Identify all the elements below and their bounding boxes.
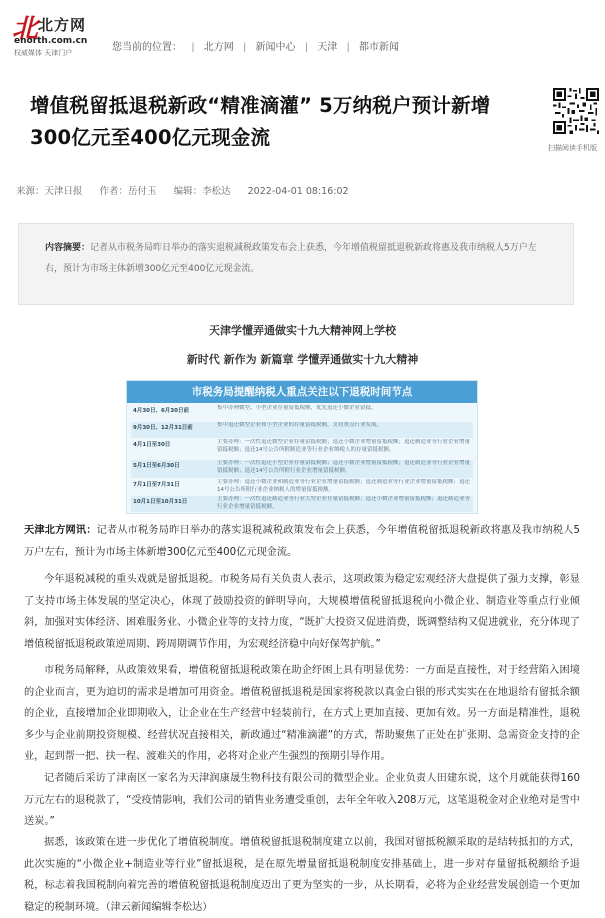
body-paragraph: 市税务局解释，从政策效果看，增值税留抵退税政策在助企纾困上具有明显优势：一方面是直接性，对于经营陷入困境的企业而言，更为迫切的需求是增加可用资金。增值税留抵退税是国家将税款以真金白银的形式实实在在地退给有留抵余额的企业，直接增加企业即期收入，让企业在生产经营中轻装前行，在方式上更加直接、更加有效。另一方面是精准性，退税多少与企业前期投资规模、经营状况直接相关，新政通过“精准滴灌”的方式，帮助聚焦了正处在扩张期、急需资金支持的企业，起到帮一把、扶一程、渡难关的作用，必将对企业产生强烈的预期引导作用。 (24, 665, 580, 762)
tax-deadline-infographic (126, 380, 478, 514)
breadcrumb-prefix: 您当前的位置： (112, 42, 182, 53)
article-datetime: 2022-04-01 08:16:02 (247, 186, 349, 197)
infographic-row-date: 7月1日至7月31日 (133, 482, 180, 488)
infographic-row-desc: 主要办理：一次性退还小型企业存量留抵税额；退还小微企业增量留抵税额；退还制造业等行业企业增量留抵税额；退还14号公告所附行业企业增量留抵税额。 (217, 460, 471, 474)
breadcrumb-separator: | (346, 42, 350, 53)
infographic-row (131, 460, 473, 478)
body-paragraph: 记者随后采访了津南区一家名为天津润康晟生物科技有限公司的微型企业。企业负责人田建东说，这个月就能获得160万元左右的退税款了，“受疫情影响，我们公司的销售业务遭受重创，去年全年收入208万元，这笔退税金对企业绝对是雪中送炭。” (24, 773, 580, 827)
logo-domain: enorth.com.cn (14, 36, 88, 46)
lead-label: 天津北方网讯： (24, 525, 97, 536)
article-meta (16, 183, 363, 197)
body-paragraph: 今年退税减税的重头戏就是留抵退税。市税务局有关负责人表示，这项政策为稳定宏观经济大盘提供了强力支撑，彰显了支持市场主体发展的坚定决心，体现了鼓励投资的鲜明导向，大规模增值税留抵退税向小微企业、制造业等重点行业倾斜，加强对实体经济、困难服务业、小微企业等的支持力度，“既扩大投资又促进消费，既调整结构又促进就业，充分体现了增值税留抵退税政策逆周期、跨周期调节作用，为宏观经济稳中向好保驾护航。” (24, 574, 580, 650)
article-source: 来源：天津日报 (16, 186, 83, 197)
promo-link-study-school[interactable]: 天津学懂弄通做实十九大精神网上学校 (209, 324, 396, 337)
breadcrumb-separator: | (242, 42, 247, 53)
logo-name: 北方网 (38, 16, 87, 34)
article-editor: 编辑：李松达 (173, 186, 231, 197)
infographic-row-date: 4月30日、6月30日前 (133, 408, 189, 414)
infographic-row (131, 479, 473, 495)
infographic-row-date: 4月1日至30日 (133, 442, 171, 448)
article-author: 作者：岳付玉 (99, 186, 157, 197)
infographic-row (131, 439, 473, 459)
infographic-row-date: 5月1日至6月30日 (133, 463, 180, 469)
infographic-row (131, 422, 473, 438)
summary-text: 记者从市税务局昨日举办的落实退税减税政策发布会上获悉，今年增值税留抵退税新政将惠及我市纳税人5万户左右，预计为市场主体新增300亿元至400亿元现金流。 (45, 243, 537, 274)
lead-text: 记者从市税务局昨日举办的落实退税减税政策发布会上获悉，今年增值税留抵退税新政将惠及我市纳税人5万户左右，预计为市场主体新增300亿元至400亿元现金流。 (24, 525, 580, 558)
infographic-row-date: 9月30日、12月31日前 (133, 425, 193, 431)
infographic-row-date: 10月1日至10月31日 (133, 499, 188, 505)
infographic-row (131, 496, 473, 512)
infographic-row-desc: 集中办理微型、小型企业存量留抵税额，优先退还小微企业留抵。 (217, 405, 377, 411)
qr-code-icon (553, 88, 599, 134)
infographic-row-desc: 主要办理：退还小微企业和制造业等行业企业增量留抵税额；退还制造业等行业企业增量留抵税额；退还14号公告所附行业企业纳税人的增量留抵税额。 (217, 479, 471, 493)
breadcrumb-separator: | (191, 42, 195, 53)
infographic-row-desc: 集中退还微型企业和小型企业的存量留抵税额，支持重点行业发展。 (217, 422, 383, 428)
body-paragraph: 据悉，该政策在进一步优化了增值税制度。增值税留抵退税制度建立以前，我国对留抵税额采取的是结转抵扣的方式，此次实施的“小微企业+制造业等行业”留抵退税，是在原先增量留抵退税制度安排基础上，进一步对存量留抵税额给予退税，标志着我国税制向着完善的增值税留抵退税制度迈出了更为坚实的一步，从长期看，必将为企业经营发展创造一个更加稳定的税制环境。（津云新闻编辑李松达） (24, 837, 580, 913)
body-paragraph (24, 520, 580, 563)
summary-label: 内容摘要： (45, 243, 91, 253)
infographic-row (131, 405, 473, 421)
breadcrumb-separator: | (304, 42, 309, 53)
logo-slogan: 权威媒体 天津门户 (14, 49, 73, 57)
site-header (0, 0, 605, 66)
breadcrumb-item-news[interactable]: 新闻中心 (255, 42, 296, 53)
infographic-row-desc: 主要办理：一次性退还制造业等行业大型企业存量留抵税额；退还小微企业增量留抵税额；退还制造业等行业企业增量留抵税额。 (217, 496, 471, 510)
breadcrumb-item-home[interactable]: 北方网 (203, 42, 234, 53)
breadcrumb-item-tianjin[interactable]: 天津 (317, 42, 338, 53)
site-logo[interactable] (12, 8, 112, 57)
promo-link-new-era[interactable]: 新时代 新作为 新篇章 学懂弄通做实十九大精神 (186, 353, 419, 366)
breadcrumb-item-city[interactable]: 都市新闻 (359, 42, 399, 53)
infographic-row-desc: 主要办理：一次性退还微型企业存量留抵税额；退还小微企业增量留抵税额；退还制造业等行业企业增量留抵税额；退还14号公告所附制造业等行业企业纳税人的存量留抵税额。 (217, 439, 471, 453)
infographic-title: 市税务局提醒纳税人重点关注以下退税时间节点 (127, 381, 477, 403)
article-title: 增值税留抵退税新政“精准滴灌” 5万纳税户预计新增300亿元至400亿元现金流 (30, 94, 491, 149)
qr-caption: 扫描阅读手机版 (548, 144, 597, 152)
logo-mark: 北 (12, 14, 39, 44)
breadcrumb (112, 38, 399, 53)
article-summary (18, 223, 574, 305)
